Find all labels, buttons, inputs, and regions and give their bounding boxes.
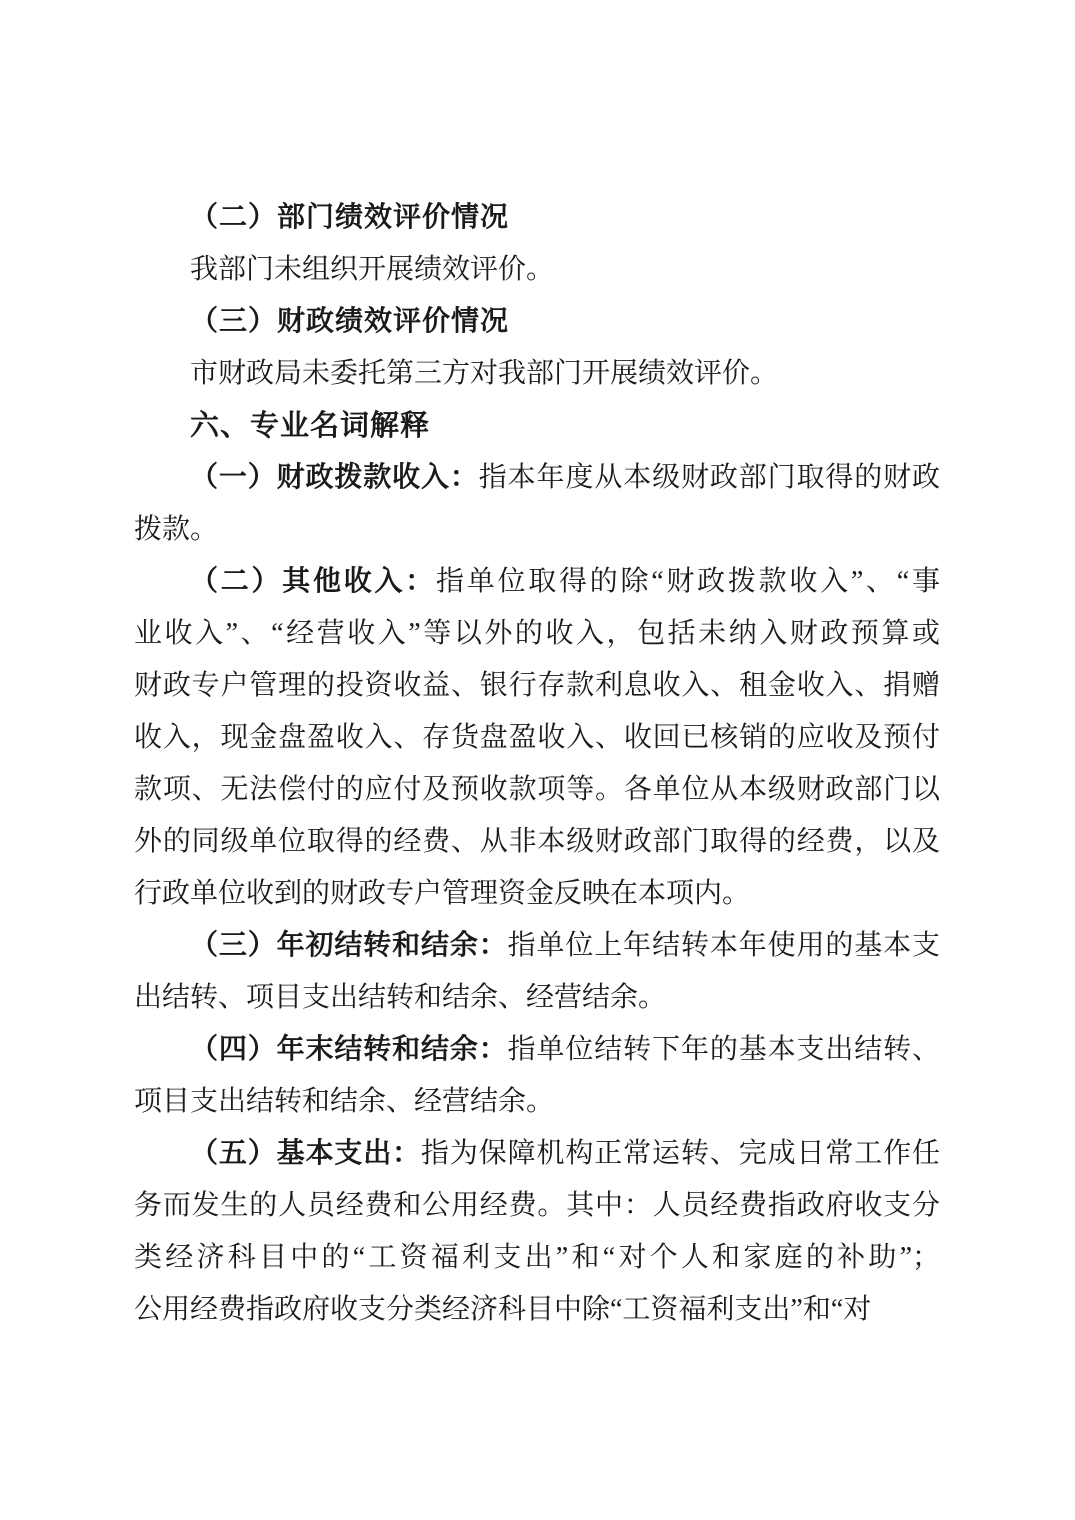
text-segment: 公用经费指政府收支分类经济科目中除“工资福利支出”和“对 — [134, 1294, 872, 1325]
text-line — [134, 192, 940, 244]
text-line — [134, 504, 940, 556]
text-line — [134, 712, 940, 764]
text-line — [134, 1284, 940, 1336]
text-line — [134, 1232, 940, 1284]
body-paragraph — [134, 452, 940, 556]
bold-text-segment: （一）财政拨款收入： — [190, 462, 479, 493]
body-paragraph — [134, 1128, 940, 1336]
text-line — [134, 920, 940, 972]
text-line — [134, 452, 940, 504]
text-segment: 收入，现金盘盈收入、存货盘盈收入、收回已核销的应收及预付 — [134, 722, 940, 753]
text-segment: 拨款。 — [134, 514, 219, 545]
text-line — [134, 1128, 940, 1180]
body-paragraph — [134, 920, 940, 1024]
text-line — [134, 400, 940, 452]
subheading-paragraph — [134, 192, 940, 244]
text-segment: 指单位取得的除“财政拨款收入”、“事 — [435, 566, 940, 597]
body-paragraph — [134, 1024, 940, 1128]
bold-text-segment: （二）部门绩效评价情况 — [190, 202, 510, 233]
bold-text-segment: （二）其他收入： — [190, 566, 436, 597]
text-line — [134, 348, 940, 400]
body-paragraph — [134, 348, 940, 400]
text-segment: 外的同级单位取得的经费、从非本级财政部门取得的经费，以及 — [134, 826, 940, 857]
body-paragraph — [134, 244, 940, 296]
text-segment: 出结转、项目支出结转和结余、经营结余。 — [134, 982, 667, 1013]
text-segment: 指单位上年结转本年使用的基本支 — [507, 930, 940, 961]
text-line — [134, 764, 940, 816]
text-segment: 业收入”、“经营收入”等以外的收入，包括未纳入财政预算或 — [134, 618, 940, 649]
text-segment: 项目支出结转和结余、经营结余。 — [134, 1086, 555, 1117]
bold-text-segment: （三）财政绩效评价情况 — [190, 306, 510, 337]
document-content — [134, 192, 940, 1336]
bold-text-segment: （三）年初结转和结余： — [190, 930, 508, 961]
bold-text-segment: 六、专业名词解释 — [190, 410, 431, 442]
subheading-paragraph — [134, 296, 940, 348]
text-line — [134, 816, 940, 868]
bold-text-segment: （五）基本支出： — [190, 1138, 422, 1169]
text-segment: 行政单位收到的财政专户管理资金反映在本项内。 — [134, 878, 751, 909]
text-segment: 指本年度从本级财政部门取得的财政 — [478, 462, 940, 493]
text-line — [134, 556, 940, 608]
text-segment: 市财政局未委托第三方对我部门开展绩效评价。 — [190, 358, 779, 389]
text-line — [134, 608, 940, 660]
text-line — [134, 1180, 940, 1232]
text-segment: 财政专户管理的投资收益、银行存款利息收入、租金收入、捐赠 — [134, 670, 940, 701]
bold-text-segment: （四）年末结转和结余： — [190, 1034, 508, 1065]
text-line — [134, 1076, 940, 1128]
body-paragraph — [134, 556, 940, 920]
text-segment: 指单位结转下年的基本支出结转、 — [507, 1034, 940, 1065]
text-line — [134, 972, 940, 1024]
text-line — [134, 296, 940, 348]
section-heading-paragraph — [134, 400, 940, 452]
text-segment: 类经济科目中的“工资福利支出”和“对个人和家庭的补助”； — [134, 1242, 940, 1273]
text-segment: 务而发生的人员经费和公用经费。其中：人员经费指政府收支分 — [134, 1190, 940, 1221]
text-segment: 指为保障机构正常运转、完成日常工作任 — [421, 1138, 940, 1169]
text-segment: 款项、无法偿付的应付及预收款项等。各单位从本级财政部门以 — [134, 774, 940, 805]
text-line — [134, 244, 940, 296]
text-line — [134, 868, 940, 920]
text-line — [134, 660, 940, 712]
text-segment: 我部门未组织开展绩效评价。 — [190, 254, 555, 285]
text-line — [134, 1024, 940, 1076]
